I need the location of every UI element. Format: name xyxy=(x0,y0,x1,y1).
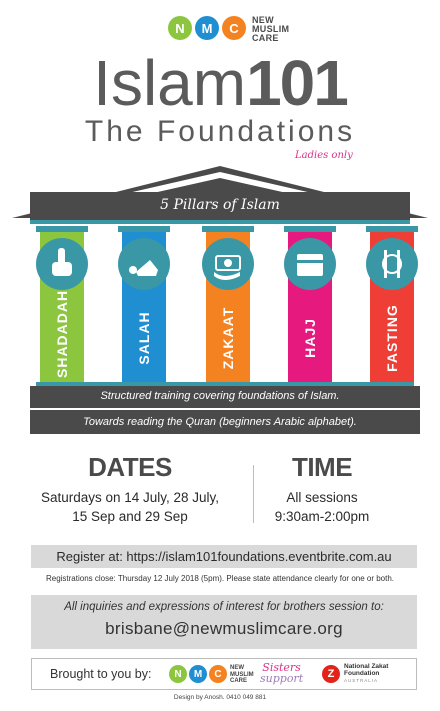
registration-close-note: Registrations close: Thursday 12 July 2018 (5pm). Please state attendance clearly for one or both. xyxy=(45,574,395,583)
register-box[interactable] xyxy=(31,545,417,568)
logo-line-1: NEW xyxy=(252,15,274,25)
dates-line-1: Saturdays on 14 July, 28 July, xyxy=(40,490,220,505)
brought-label: Brought to you by: xyxy=(50,667,152,681)
title-number: 101 xyxy=(246,47,347,119)
inquiry-box xyxy=(31,595,417,649)
capital-1 xyxy=(36,226,88,232)
logo-line-3: CARE xyxy=(252,33,279,43)
temple-base-gap xyxy=(30,408,420,410)
design-credit: Design by Anosh. 0410 049 881 xyxy=(173,694,267,701)
temple-base-teal xyxy=(36,382,414,386)
time-line-2: 9:30am-2:00pm xyxy=(274,509,370,524)
sisters-line-1: Sisters xyxy=(262,661,301,674)
page-subtitle: The Foundations xyxy=(84,115,356,148)
capital-2 xyxy=(118,226,170,232)
title-word: Islam xyxy=(93,47,247,119)
capital-4 xyxy=(284,226,336,232)
page-title xyxy=(0,48,440,118)
ladies-only-note: Ladies only xyxy=(295,150,353,161)
inquiry-text: All inquiries and expressions of interest for brothers session to: xyxy=(64,601,384,613)
time-heading: TIME xyxy=(291,452,353,482)
register-link[interactable]: Register at: https://islam101foundations.eventbrite.com.au xyxy=(56,549,392,564)
logo-c-circle: C xyxy=(222,16,246,40)
nzf-line-2: Foundation xyxy=(344,670,380,677)
prostrating-person-icon xyxy=(118,238,170,290)
sponsor-nmc-line-3: CARE xyxy=(230,678,248,684)
nmc-logo xyxy=(0,8,440,48)
nzf-line-3: AUSTRALIA xyxy=(344,678,379,683)
sponsor-nmc-line-1: NEW xyxy=(230,665,244,671)
sisters-support-logo xyxy=(260,662,303,684)
band-text-2: Towards reading the Quran (beginners Arabic alphabet). xyxy=(83,416,357,428)
sponsor-nmc-line-2: MUSLIM xyxy=(230,671,254,678)
temple-roof-teal-strip xyxy=(30,220,410,224)
pillar-label-salah: SALAH xyxy=(136,311,152,365)
pillars-header: 5 Pillars of Islam xyxy=(160,197,280,213)
nzf-text xyxy=(344,663,388,684)
dates-heading: DATES xyxy=(88,452,172,482)
nzf-line-1: National Zakat xyxy=(344,663,389,670)
sponsor-n-circle: N xyxy=(169,665,187,683)
capital-3 xyxy=(202,226,254,232)
fork-knife-icon xyxy=(366,238,418,290)
sponsor-m-circle: M xyxy=(189,665,207,683)
logo-line-2: MUSLIM xyxy=(252,24,290,34)
pillar-label-hajj: HAJJ xyxy=(302,318,318,358)
pillar-label-zakaat: ZAKAAT xyxy=(220,306,236,370)
pillar-label-shadadah: SHADADAH xyxy=(54,289,70,378)
logo-m-circle: M xyxy=(195,16,219,40)
logo-n-circle: N xyxy=(168,16,192,40)
inquiry-email[interactable]: brisbane@newmuslimcare.org xyxy=(105,619,343,638)
sponsor-c-circle: C xyxy=(209,665,227,683)
time-line-1: All sessions xyxy=(286,490,358,505)
sponsors-box xyxy=(31,658,417,690)
sponsor-nmc-text xyxy=(230,665,254,685)
band-text-1: Structured training covering foundations of Islam. xyxy=(100,390,340,402)
capital-5 xyxy=(366,226,418,232)
logo-text xyxy=(252,16,289,43)
pillar-label-fasting: FASTING xyxy=(384,304,400,372)
dates-line-2: 15 Sep and 29 Sep xyxy=(72,509,188,524)
nzf-z-icon: Z xyxy=(322,665,340,683)
sisters-line-2: support xyxy=(260,672,304,685)
